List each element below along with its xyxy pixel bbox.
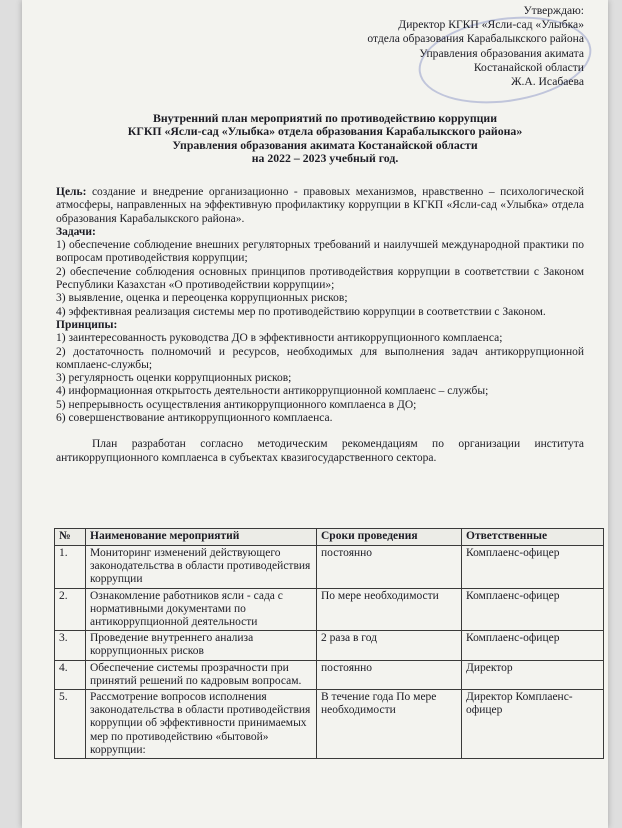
header-name: Наименование мероприятий <box>86 529 317 546</box>
principle-item: 6) совершенствование антикоррупционного комплаенса. <box>56 412 333 425</box>
cell-num: 3. <box>55 631 86 660</box>
principle-item: 1) заинтересованность руководства ДО в эффективности антикоррупционного комплаенса; <box>56 332 503 345</box>
cell-resp: Директор Комплаенс-офицер <box>462 690 604 759</box>
cell-name: Ознакомление работников ясли - сада с нормативными документами по антикоррупционной деятельности <box>86 588 317 631</box>
approval-line: отдела образования Карабалыкского района <box>367 32 584 46</box>
document-title <box>62 112 588 166</box>
task-item: 1) обеспечение соблюдение внешних регуляторных требований и наилучшей международной практики по вопросам противодействия коррупции; <box>56 239 584 265</box>
cell-name: Проведение внутреннего анализа коррупционных рисков <box>86 631 317 660</box>
approval-line: Утверждаю: <box>523 4 584 17</box>
task-item: 2) обеспечение соблюдения основных принципов противодействия коррупции в соответствии с Законом Республики Казахстан «О противодействии коррупции»; <box>56 265 584 292</box>
cell-resp: Комплаенс-офицер <box>462 546 604 589</box>
header-num: № <box>55 529 86 546</box>
table-row <box>55 631 604 660</box>
cell-term: По мере необходимости <box>317 588 462 631</box>
tasks-heading: Задачи: <box>56 225 96 238</box>
table-row <box>55 588 604 631</box>
title-line: Внутренний план мероприятий по противодействию коррупции <box>152 111 498 125</box>
approval-line: Управления образования акимата <box>419 46 584 60</box>
title-line: Управления образования акимата Костанайской области <box>172 137 478 152</box>
approval-line: Директор КГКП «Ясли-сад «Улыбка» <box>398 18 584 32</box>
cell-term: постоянно <box>317 546 462 589</box>
task-item: 4) эффективная реализация системы мер по противодействию коррупции в соответствии с Законом. <box>56 305 546 318</box>
table-header-row <box>55 529 604 546</box>
header-resp: Ответственные <box>462 529 604 546</box>
principle-item: 5) непрерывность осуществления антикоррупционного комплаенса в ДО; <box>56 398 417 411</box>
principle-item: 2) достаточность полномочий и ресурсов, необходимых для выполнения задач антикоррупционной комплаенс-службы; <box>56 345 584 371</box>
cell-name: Рассмотрение вопросов исполнения законодательства в области противодействия коррупции об эффективности принимаемых мер по противодействию «бытовой» коррупции: <box>86 690 317 759</box>
table-row <box>55 660 604 689</box>
cell-term: постоянно <box>317 660 462 689</box>
table-row <box>55 546 604 589</box>
cell-num: 5. <box>55 690 86 759</box>
header-term: Сроки проведения <box>317 529 462 546</box>
table-row <box>55 690 604 759</box>
approval-line: Костанайской области <box>473 60 584 74</box>
measures-table <box>54 528 604 759</box>
approval-line: Ж.А. Исабаева <box>511 75 584 89</box>
goal-paragraph <box>56 186 584 226</box>
cell-num: 4. <box>55 660 86 689</box>
approval-block <box>314 4 584 89</box>
cell-num: 2. <box>55 588 86 631</box>
cell-term: В течение года По мере необходимости <box>317 690 462 759</box>
cell-term: 2 раза в год <box>317 631 462 660</box>
title-line: КГКП «Ясли-сад «Улыбка» отдела образования Карабалыкского района» <box>127 124 523 139</box>
principle-item: 3) регулярность оценки коррупционных рисков; <box>56 372 292 385</box>
cell-name: Обеспечение системы прозрачности при принятий решений по кадровым вопросам. <box>86 660 317 689</box>
cell-resp: Директор <box>462 660 604 689</box>
document-body <box>56 186 584 465</box>
goal-text: создание и внедрение организационно - правовых механизмов, нравственно – психологической атмосферы, направленных на эффективную профилактику коррупции в КГКП «Ясли-сад «Улыбка» отдела образования Карабалыкского района». <box>56 186 584 225</box>
document-page <box>22 0 608 828</box>
cell-num: 1. <box>55 546 86 589</box>
cell-resp: Комплаенс-офицер <box>462 631 604 660</box>
principle-item: 4) информационная открытость деятельности антикоррупционной комплаенс – службы; <box>56 385 489 398</box>
task-item: 3) выявление, оценка и переоценка коррупционных рисков; <box>56 292 348 305</box>
plan-note: План разработан согласно методическим рекомендациям по организации института антикоррупционного комплаенса в субъектах квазигосударственного сектора. <box>56 438 584 464</box>
cell-name: Мониторинг изменений действующего законодательства в области противодействия коррупции <box>86 546 317 589</box>
principles-heading: Принципы: <box>56 318 118 331</box>
goal-label: Цель: <box>56 186 87 198</box>
title-line: на 2022 – 2023 учебный год. <box>251 151 399 166</box>
cell-resp: Комплаенс-офицер <box>462 588 604 631</box>
